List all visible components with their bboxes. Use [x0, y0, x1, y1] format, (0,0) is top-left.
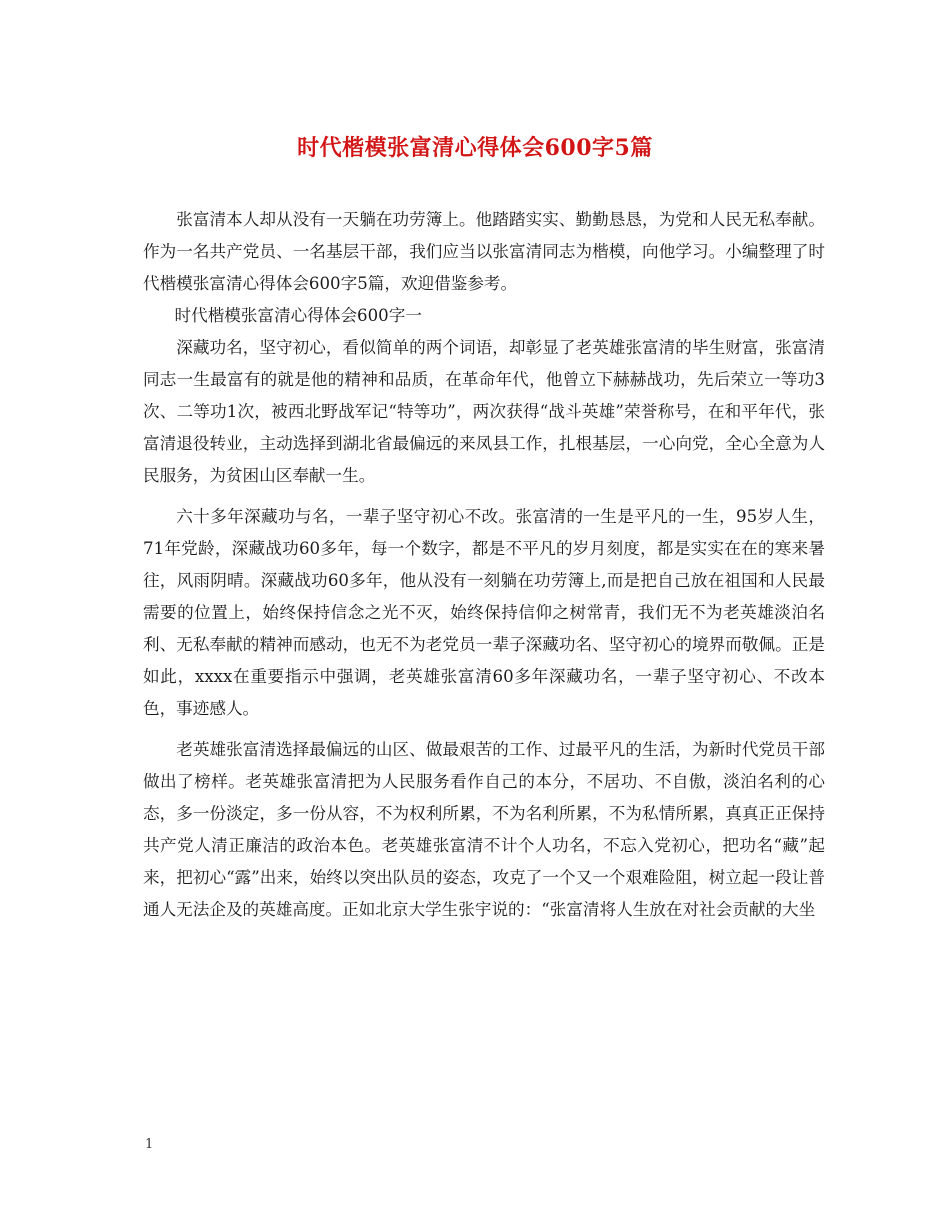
body-paragraph-2: 六十多年深藏功与名，一辈子坚守初心不改。张富清的一生是平凡的一生，95岁人生，71年党龄，深藏战功60多年，每一个数字，都是不平凡的岁月刻度，都是实实在在的寒来暑往，风雨阴晴。深藏战功60多年，他从没有一刻躺在功劳簿上,而是把自己放在祖国和人民最需要的位置上，始终保持信念之光不灭，始终保持信仰之树常青，我们无不为老英雄淡泊名利、无私奉献的精神而感动，也无不为老党员一辈子深藏功名、坚守初心的境界而敬佩。正是如此，xxxx在重要指示中强调，老英雄张富清60多年深藏功名，一辈子坚守初心、不改本色，事迹感人。 [143, 507, 825, 718]
page-number: 1 [145, 1137, 154, 1152]
body-paragraph-3: 老英雄张富清选择最偏远的山区、做最艰苦的工作、过最平凡的生活，为新时代党员干部做出了榜样。老英雄张富清把为人民服务看作自己的本分，不居功、不自傲，淡泊名利的心态，多一份淡定，多一份从容，不为权利所累，不为名利所累，不为私情所累，真真正正保持共产党人清正廉洁的政治本色。老英雄张富清不计个人功名，不忘入党初心，把功名“藏”起来，把初心“露”出来，始终以突出队员的姿态，攻克了一个又一个艰难险阻，树立起一段让普通人无法企及的英雄高度。正如北京大学生张宇说的：“张富清将人生放在对社会贡献的大坐 [143, 740, 825, 919]
document-body [143, 204, 825, 926]
body-paragraph-1: 深藏功名，坚守初心，看似简单的两个词语，却彰显了老英雄张富清的毕生财富，张富清同志一生最富有的就是他的精神和品质，在革命年代，他曾立下赫赫战功，先后荣立一等功3次、二等功1次，被西北野战军记“特等功”，两次获得“战斗英雄”荣誉称号，在和平年代，张富清退役转业，主动选择到湖北省最偏远的来凤县工作，扎根基层，一心向党，全心全意为人民服务，为贫困山区奉献一生。 [143, 338, 825, 485]
document-title: 时代楷模张富清心得体会600字5篇 [297, 135, 653, 161]
intro-paragraph: 张富清本人却从没有一天躺在功劳簿上。他踏踏实实、勤勤恳恳，为党和人民无私奉献。作为一名共产党员、一名基层干部，我们应当以张富清同志为楷模，向他学习。小编整理了时代楷模张富清心得体会600字5篇，欢迎借鉴参考。 [143, 210, 825, 293]
section-heading: 时代楷模张富清心得体会600字一 [174, 306, 422, 325]
